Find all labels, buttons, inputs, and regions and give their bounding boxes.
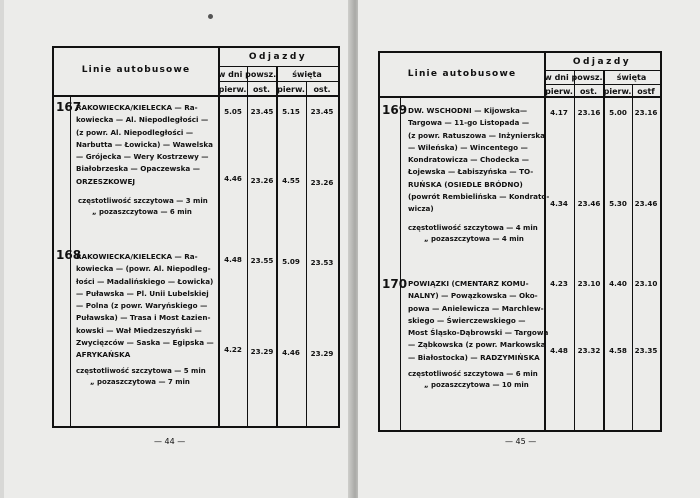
divider (306, 81, 307, 426)
departure-time: 5.05 (224, 107, 242, 116)
route-line: skiego — Świerczewskiego — (408, 315, 526, 325)
route-line: (z powr. Al. Niepodległości — (76, 127, 194, 137)
route-number: 167 (56, 100, 82, 114)
route-description (76, 251, 214, 362)
route-line: POWIĄZKI (CMENTARZ KOMU- (408, 279, 529, 288)
header-weekdays: w dni powsz. (544, 73, 603, 82)
departure-time: 23.29 (250, 347, 274, 356)
frequency-offpeak: „ pozaszczytowa — 6 min (92, 208, 192, 216)
route-line: Targowa — 11-go Listopada — (408, 118, 530, 128)
route-line: Most Śląsko-Dąbrowski — Targowa (408, 328, 549, 338)
header-first: pierw. (545, 87, 573, 96)
route-line: — Grójecka — Wery Kostrzewy — (76, 152, 209, 162)
departure-time: 23.46 (577, 199, 601, 208)
header-weekdays: w dni powsz. (218, 70, 277, 79)
right-page (358, 0, 700, 498)
divider (603, 70, 605, 430)
frequency-peak: częstotliwość szczytowa — 4 min (408, 224, 538, 232)
route-number: 168 (56, 248, 82, 262)
divider (276, 66, 278, 426)
departure-time: 23.26 (250, 176, 274, 185)
route-line: kowiecka — (powr. Al. Niepodleg- (76, 264, 211, 274)
route-line: DW. WSCHODNI — Kijowska— (408, 106, 528, 115)
route-line: RUŃSKA (OSIEDLE BRÓDNO) (408, 179, 523, 189)
divider (400, 97, 401, 430)
route-number: 169 (382, 103, 408, 117)
ink-spot (208, 14, 213, 19)
departure-time: 5.30 (609, 199, 627, 208)
departure-time: 23.32 (577, 346, 601, 355)
column-header-lines: Linie autobusowe (407, 69, 517, 79)
rule (544, 84, 660, 85)
header-last: ostf (637, 87, 655, 96)
divider (574, 70, 575, 430)
route-description (408, 278, 548, 364)
left-page (4, 0, 357, 498)
header-first: pierw. (218, 85, 247, 94)
route-line: Narbutta — Łowicka) — Wawelska (76, 139, 214, 149)
frequency-peak: częstotliwość szczytowa — 5 min (76, 367, 206, 375)
departure-time: 23.46 (634, 199, 658, 208)
departure-time: 4.46 (282, 348, 300, 357)
route-line: wicza) (408, 204, 434, 214)
route-description (408, 105, 549, 216)
route-line: Łojewska — Łabiszyńska — TO- (408, 167, 534, 177)
route-line: RAKOWIECKA/KIELECKA — Ra- (76, 252, 198, 261)
rule (218, 81, 338, 82)
rule (54, 95, 338, 97)
departure-time: 4.48 (550, 346, 568, 355)
departure-time: 23.29 (310, 349, 334, 358)
rule (218, 66, 338, 67)
rule (544, 70, 660, 71)
header-odjazdy: Odjazdy (572, 57, 632, 67)
divider (632, 84, 633, 430)
route-description (76, 102, 213, 188)
frequency-offpeak: „ pozaszczytowa — 4 min (424, 235, 524, 243)
departure-time: 5.00 (609, 108, 627, 117)
timetable-right (378, 51, 662, 432)
departure-time: 4.34 (550, 199, 568, 208)
departure-time: 4.40 (609, 279, 627, 288)
departure-time: 4.58 (609, 346, 627, 355)
departure-time: 23.10 (634, 279, 658, 288)
route-line: AFRYKAŃSKA (76, 350, 131, 360)
route-line: NALNY) — Powązkowska — Oko- (408, 291, 538, 301)
divider (247, 66, 248, 426)
route-line: ORZESZKOWEJ (76, 176, 136, 186)
frequency-peak: częstotliwość szczytowa — 6 min (408, 370, 538, 378)
departure-time: 23.16 (634, 108, 658, 117)
departure-time: 4.23 (550, 279, 568, 288)
departure-time: 4.46 (224, 174, 242, 183)
departure-time: 23.45 (250, 107, 274, 116)
departure-time: 23.16 (577, 108, 601, 117)
route-line: kowiecka — Al. Niepodległości — (76, 115, 209, 125)
header-first: pierw. (277, 85, 305, 94)
header-last: ost. (579, 87, 598, 96)
route-line: Puławska) — Trasa i Most Łazien- (76, 313, 211, 323)
frequency-offpeak: „ pozaszczytowa — 10 min (424, 381, 529, 389)
timetable-left (52, 46, 340, 428)
route-line: powa — Anielewicza — Marchlew- (408, 303, 544, 313)
route-line: — Wileńska) — Wincentego — (408, 142, 528, 152)
route-line: RAKOWIECKA/KIELECKA — Ra- (76, 103, 198, 112)
divider (218, 48, 220, 426)
route-line: — Polna (z powr. Waryńskiego — (76, 301, 208, 311)
route-number: 170 (382, 277, 408, 291)
column-header-lines: Linie autobusowe (81, 65, 191, 75)
route-line: — Puławska — Pl. Unii Lubelskiej (76, 288, 209, 298)
route-line: Białobrzeska — Opaczewska — (76, 164, 200, 174)
page-number: — 45 — (505, 437, 537, 446)
route-line: (z powr. Ratuszowa — Inżynierska (408, 130, 546, 140)
header-last: ost. (313, 85, 331, 94)
header-last: ost. (252, 85, 271, 94)
departure-time: 23.26 (310, 178, 334, 187)
route-line: łości — Madalińskiego — Łowicka) (76, 276, 214, 286)
route-line: — Białostocka) — RADZYMIŃSKA (408, 352, 540, 362)
route-line: Zwycięzców — Saska — Egipska — (76, 338, 214, 348)
page-number: — 44 — (154, 437, 186, 446)
route-line: kowski — Wał Miedzeszyński — (76, 325, 202, 335)
header-first: pierw. (603, 87, 632, 96)
route-line: (powrót Rembielińska — Kondrato- (408, 192, 550, 202)
departure-time: 23.45 (310, 107, 334, 116)
route-line: — Ząbkowska (z powr. Markowska (408, 340, 546, 350)
departure-time: 23.10 (577, 279, 601, 288)
departure-time: 4.17 (550, 108, 568, 117)
frequency-peak: częstotliwość szczytowa — 3 min (78, 197, 208, 205)
departure-time: 4.22 (224, 345, 242, 354)
departure-time: 23.55 (250, 256, 274, 265)
departure-time: 5.09 (282, 257, 300, 266)
frequency-offpeak: „ pozaszczytowa — 7 min (90, 378, 190, 386)
departure-time: 4.48 (224, 255, 242, 264)
departure-time: 23.35 (634, 346, 658, 355)
route-line: Kondratowicza — Chodecka — (408, 155, 529, 165)
departure-time: 5.15 (282, 107, 300, 116)
header-holidays: święta (292, 70, 322, 79)
departure-time: 23.53 (310, 258, 334, 267)
departure-time: 4.55 (282, 176, 300, 185)
header-odjazdy: Odjazdy (248, 52, 308, 62)
header-holidays: święta (616, 73, 647, 82)
rule (380, 96, 660, 98)
